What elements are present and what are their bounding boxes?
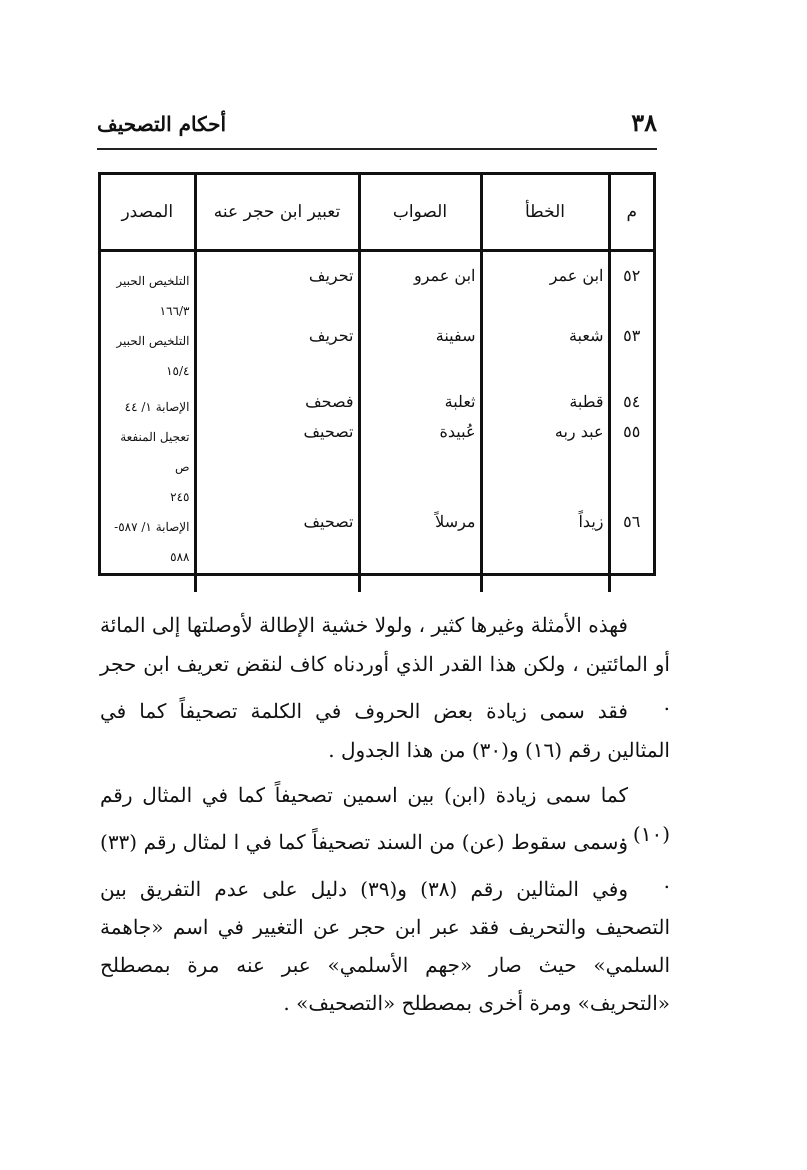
body-paragraph: فقد سمى زيادة بعض الحروف في الكلمة تصحيفاً كما في المثالين رقم (١٦) و(٣٠) من هذا الجدول .: [100, 699, 670, 762]
cell-source: [101, 512, 195, 592]
cell-source: [101, 326, 195, 392]
cell-num: ٥٦: [609, 512, 653, 592]
cell-wrong: زيداً: [481, 512, 609, 592]
table-header-row: [101, 175, 653, 251]
body-paragraph: كما سمى زيادة (ابن) بين اسمين تصحيفاً كما في المثال رقم (١٠) .: [100, 783, 670, 846]
cell-wrong: ابن عمر: [481, 251, 609, 327]
comparison-table: [98, 172, 656, 576]
column-header-ibn-hajar: تعبير ابن حجر عنه: [195, 175, 359, 251]
cell-ibn-hajar: تحريف: [195, 326, 359, 392]
cell-num: ٥٥: [609, 422, 653, 512]
table-row: [101, 392, 653, 422]
source-line: التلخيص الحبير: [116, 334, 190, 348]
body-paragraph: وسمى سقوط (عن) من السند تصحيفاً كما في ا لمثال رقم (٣٣) .: [100, 830, 670, 893]
source-line: ٢٤٥: [170, 490, 190, 504]
cell-ibn-hajar: فصحف: [195, 392, 359, 422]
cell-ibn-hajar: تصحيف: [195, 422, 359, 512]
cell-wrong: شعبة: [481, 326, 609, 392]
cell-right: سفينة: [359, 326, 481, 392]
source-line: الإصابة ١/ ٥٨٧-: [114, 520, 190, 534]
source-line: تعجيل المنفعة ص: [120, 430, 190, 474]
page-number: ٣٨: [631, 108, 657, 137]
cell-right: مرسلاً: [359, 512, 481, 592]
table-row: [101, 512, 653, 592]
page-header: [97, 108, 657, 142]
cell-right: ثعلبة: [359, 392, 481, 422]
body-paragraph: فهذه الأمثلة وغيرها كثير ، ولولا خشية الإطالة لأوصلتها إلى المائة أو المائتين ، ولكن هذا القدر الذي أوردناه كاف لنقض تعريف ابن حجر .: [100, 613, 670, 715]
cell-wrong: قطبة: [481, 392, 609, 422]
cell-source: [101, 251, 195, 327]
cell-source: [101, 392, 195, 422]
running-title: أحكام التصحيف: [97, 112, 227, 136]
cell-num: ٥٤: [609, 392, 653, 422]
source-line: ١٥/٤: [166, 364, 190, 378]
cell-num: ٥٣: [609, 326, 653, 392]
source-line: ١٦٦/٣: [159, 304, 190, 318]
column-header-source: المصدر: [101, 175, 195, 251]
cell-source: [101, 422, 195, 512]
source-line: ٥٨٨: [170, 550, 190, 564]
source-line: التلخيص الحبير: [116, 274, 190, 288]
source-line: الإصابة ١/ ٤٤: [124, 400, 190, 414]
cell-wrong: عبد ربه: [481, 422, 609, 512]
cell-ibn-hajar: تصحيف: [195, 512, 359, 592]
table-row: [101, 251, 653, 327]
cell-right: عُبيدة: [359, 422, 481, 512]
cell-num: ٥٢: [609, 251, 653, 327]
header-divider: [97, 148, 657, 150]
cell-ibn-hajar: تحريف: [195, 251, 359, 327]
table-row: [101, 326, 653, 392]
column-header-wrong: الخطأ: [481, 175, 609, 251]
column-header-num: م: [609, 175, 653, 251]
body-paragraph: وفي المثالين رقم (٣٨) و(٣٩) دليل على عدم التفريق بين التصحيف والتحريف فقد عبر ابن حجر عن التغيير في اسم «جاهمة السلمي» حيث صار «جهم الأسلمي» عبر عنه مرة بمصطلح «التحريف» ومرة أخرى بمصطلح «التصحيف» .: [100, 877, 670, 1015]
table-row: [101, 422, 653, 512]
cell-right: ابن عمرو: [359, 251, 481, 327]
column-header-right: الصواب: [359, 175, 481, 251]
